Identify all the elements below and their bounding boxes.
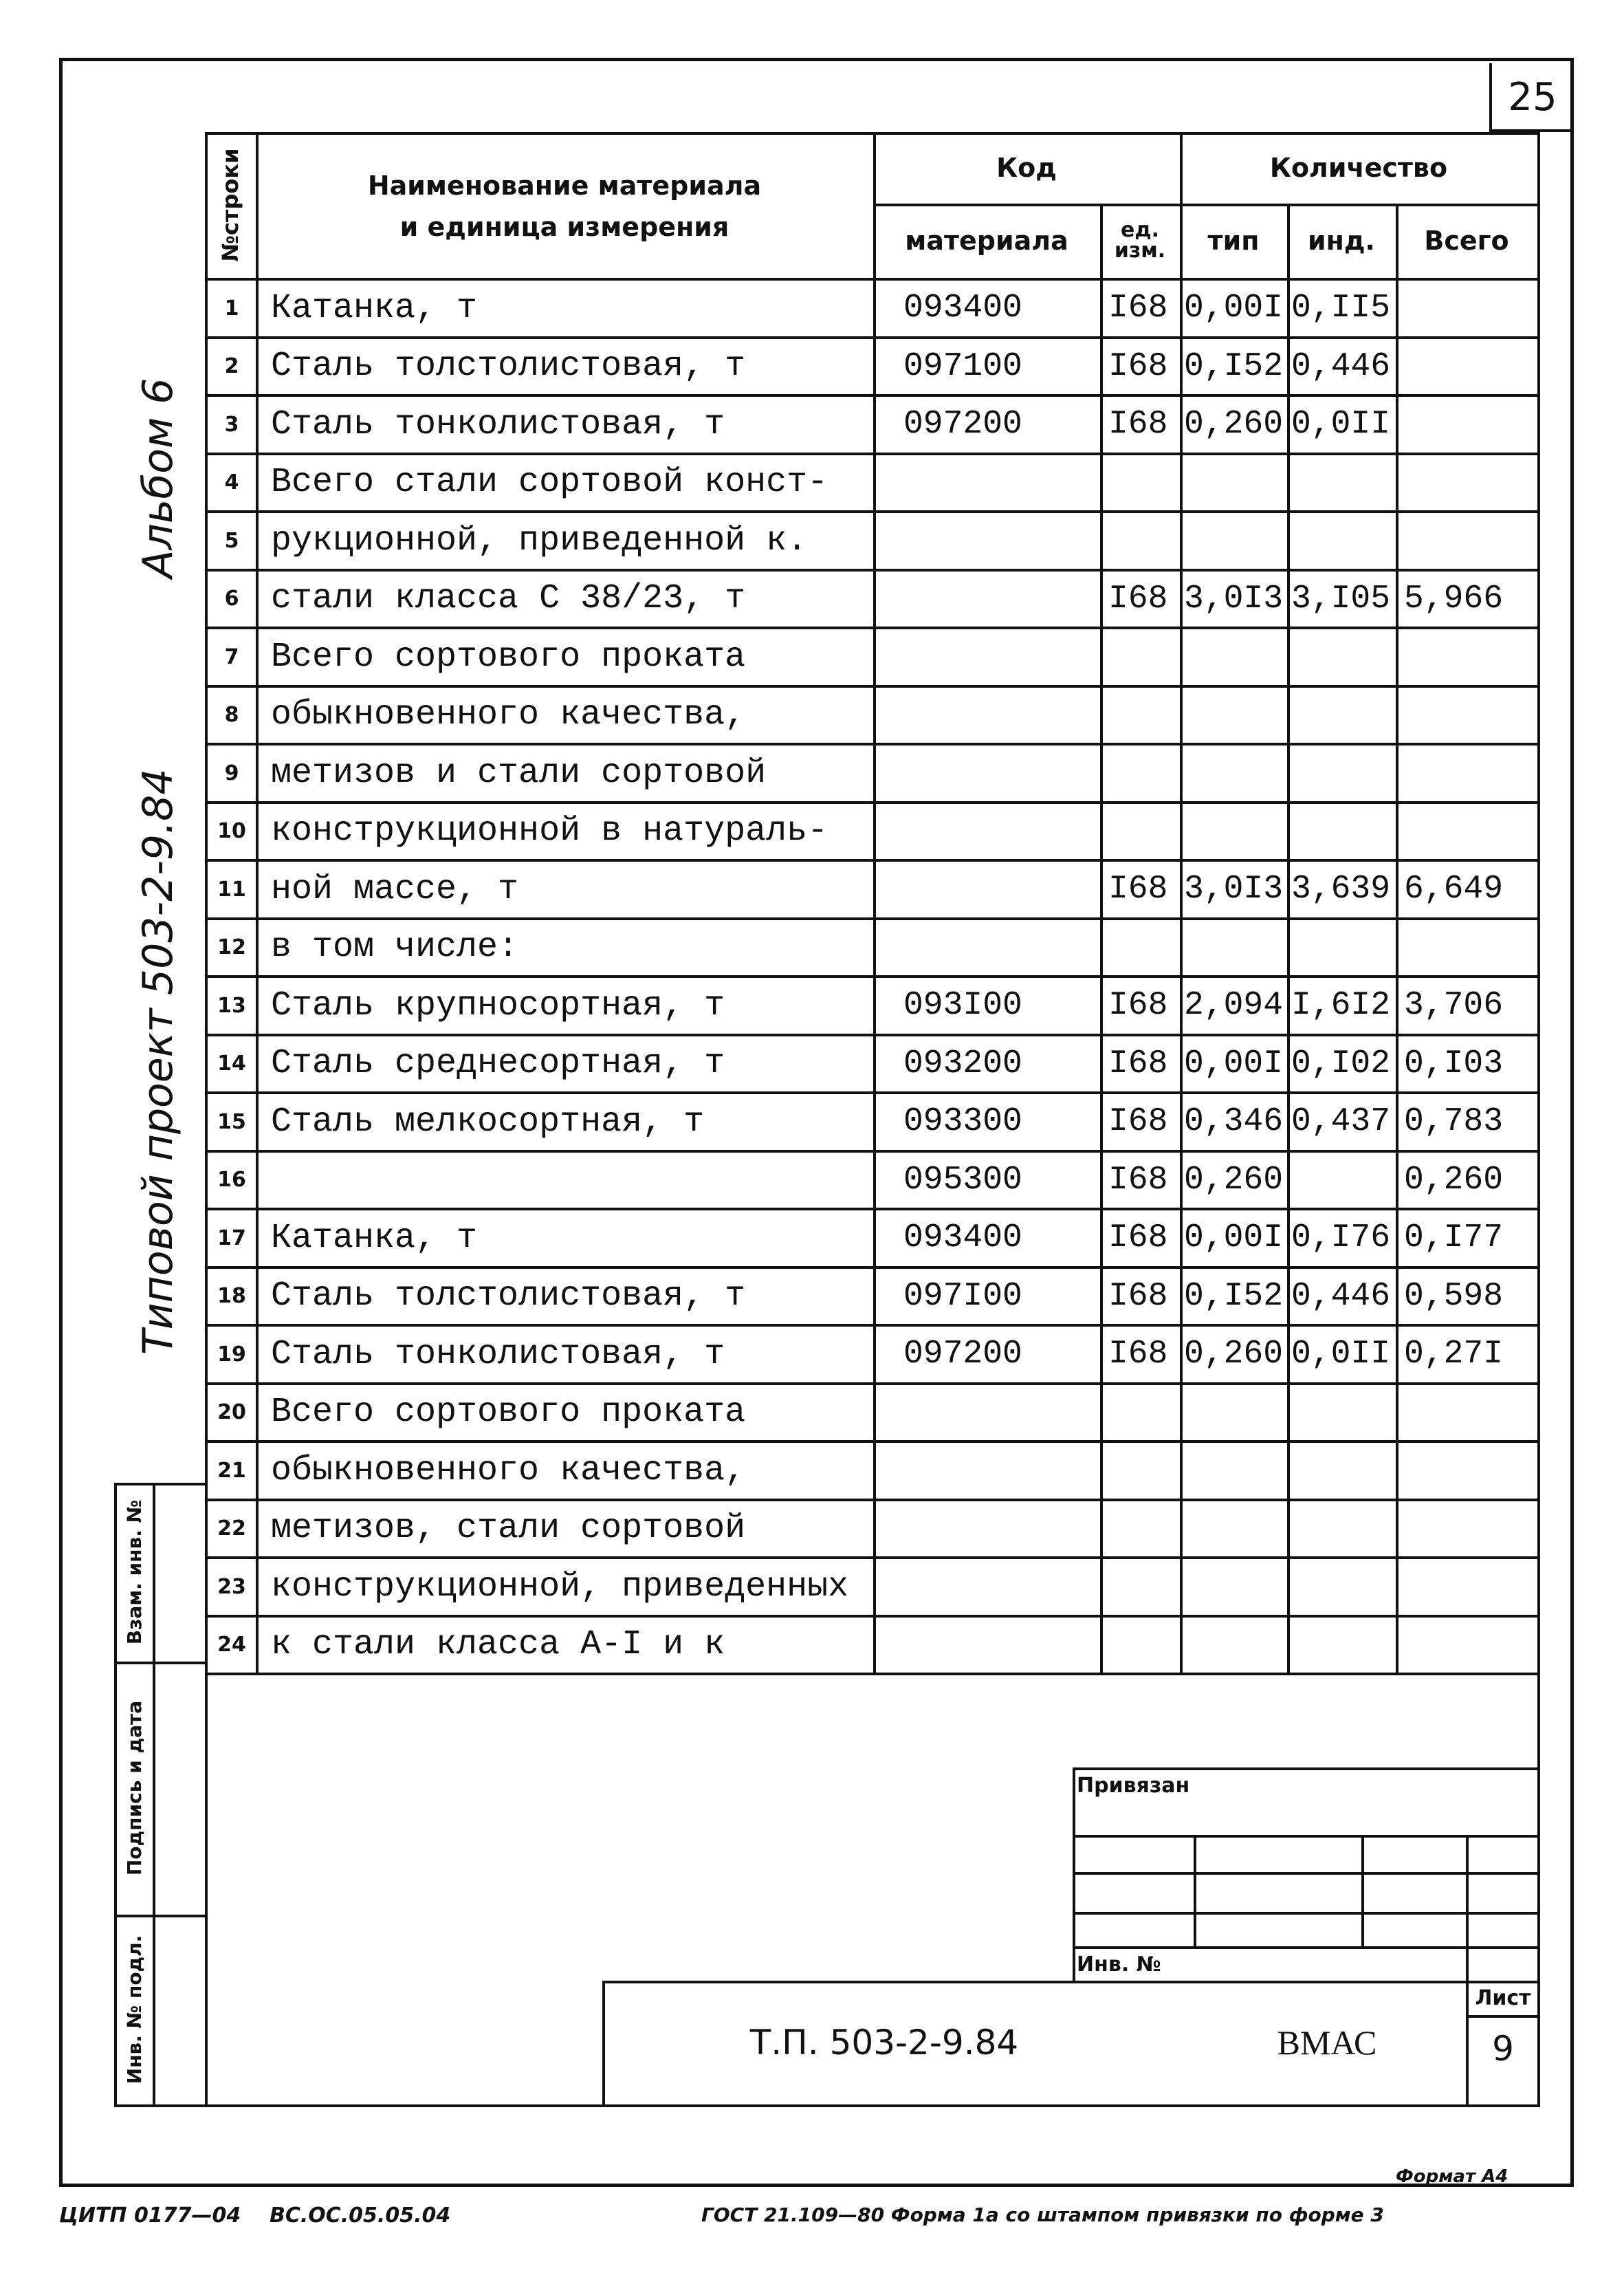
- qty-total: [1398, 920, 1537, 976]
- row-number: 1: [224, 296, 239, 320]
- material-code: [876, 804, 1100, 860]
- material-name: Катанка, т: [271, 1218, 478, 1258]
- qty-tip: 0,260: [1184, 406, 1284, 444]
- strip-bottom: [114, 2104, 1540, 2107]
- material-name: к стали класса А-I и к: [271, 1625, 725, 1665]
- qty-tip: 0,260: [1184, 1336, 1284, 1373]
- unit-code: [1103, 688, 1180, 743]
- qty-total: [1398, 339, 1537, 395]
- qty-tip: 0,00I: [1184, 290, 1284, 327]
- qty-ind: [1290, 1385, 1396, 1441]
- qty-total: 0,I03: [1404, 1045, 1504, 1082]
- unit-code: I68: [1108, 1161, 1168, 1199]
- header-row-no: №строки: [217, 148, 243, 262]
- unit-code: [1103, 1618, 1180, 1673]
- header-unit: ед. изм.: [1114, 218, 1166, 263]
- qty-total: [1398, 1385, 1537, 1441]
- unit-code: I68: [1108, 580, 1168, 618]
- qty-ind: [1290, 455, 1396, 511]
- unit-code: [1103, 1559, 1180, 1615]
- material-code: 093300: [903, 1103, 1022, 1141]
- qty-ind: [1290, 745, 1396, 801]
- qty-tip: 0,00I: [1184, 1219, 1284, 1257]
- row-number: 21: [217, 1458, 246, 1483]
- row-number: 13: [217, 993, 246, 1018]
- qty-ind: [1290, 804, 1396, 860]
- qty-tip: 0,00I: [1184, 1045, 1284, 1082]
- qty-ind: 0,0II: [1291, 406, 1391, 444]
- inv-no-label: Инв. №: [1077, 1952, 1161, 1977]
- row-number: 14: [217, 1052, 246, 1076]
- material-name: ной массе, т: [271, 869, 519, 909]
- material-name: Сталь толстолистовая, т: [271, 347, 746, 387]
- album-label: Альбом 6: [134, 378, 182, 578]
- row-number: 16: [217, 1168, 246, 1193]
- tb-col: [1466, 1835, 1469, 1946]
- unit-code: [1103, 1385, 1180, 1441]
- unit-code: [1103, 804, 1180, 860]
- material-name: рукционной, приведенной к.: [271, 521, 808, 560]
- qty-ind: I,6I2: [1291, 987, 1391, 1025]
- qty-ind: [1290, 1153, 1396, 1208]
- qty-tip: 0,260: [1184, 1161, 1284, 1199]
- qty-ind: [1290, 1559, 1396, 1615]
- material-code: [876, 1385, 1100, 1441]
- qty-tip: [1183, 455, 1287, 511]
- qty-total: [1398, 1443, 1537, 1499]
- qty-ind: [1290, 688, 1396, 743]
- material-name: в том числе:: [271, 928, 519, 968]
- material-name: Сталь толстолистовая, т: [271, 1276, 746, 1316]
- row-line: [205, 1673, 1537, 1675]
- row-number: 8: [224, 703, 239, 728]
- material-code: 093400: [903, 290, 1022, 327]
- material-code: 097200: [903, 406, 1022, 444]
- row-number: 17: [217, 1226, 246, 1250]
- drawing-code: ВМАС: [1277, 2023, 1377, 2062]
- header-quantity: Количество: [1269, 153, 1448, 183]
- qty-ind: 3,639: [1291, 871, 1391, 908]
- header-name-line2: и единица измерения: [399, 212, 729, 242]
- unit-code: [1103, 920, 1180, 976]
- qty-total: 0,I77: [1404, 1219, 1504, 1257]
- material-name: конструкционной в натураль-: [271, 812, 829, 851]
- unit-code: I68: [1108, 1336, 1168, 1373]
- unit-code: I68: [1108, 406, 1168, 444]
- unit-code: I68: [1108, 1103, 1168, 1141]
- row-number: 24: [217, 1633, 246, 1657]
- qty-total: [1398, 455, 1537, 511]
- qty-total: [1398, 1618, 1537, 1673]
- header-material: материала: [905, 226, 1068, 256]
- stamp-label: Взам. инв. №: [123, 1499, 146, 1645]
- qty-ind: 0,I02: [1291, 1045, 1391, 1082]
- qty-tip: [1183, 688, 1287, 743]
- row-number: 19: [217, 1342, 246, 1367]
- qty-tip: [1183, 920, 1287, 976]
- format-label: Формат А4: [1396, 2166, 1508, 2187]
- qty-tip: [1183, 1443, 1287, 1499]
- material-code: 093I00: [903, 987, 1022, 1025]
- unit-code: I68: [1108, 1277, 1168, 1315]
- qty-total: 6,649: [1404, 871, 1504, 908]
- unit-code: I68: [1108, 347, 1168, 385]
- qty-ind: 0,437: [1291, 1103, 1391, 1141]
- stamp-label: Инв. № подл.: [123, 1935, 146, 2084]
- material-name: конструкционной, приведенных: [271, 1567, 849, 1607]
- material-code: 097200: [903, 1336, 1022, 1373]
- qty-tip: 0,I52: [1184, 347, 1284, 385]
- qty-tip: 0,I52: [1184, 1277, 1284, 1315]
- unit-code: [1103, 1501, 1180, 1557]
- qty-tip: 2,094: [1184, 987, 1284, 1025]
- right-border: [1537, 132, 1540, 2104]
- material-code: [876, 688, 1100, 743]
- qty-total: [1398, 397, 1537, 453]
- material-code: [876, 920, 1100, 976]
- unit-code: I68: [1108, 1045, 1168, 1082]
- material-code: [876, 745, 1100, 801]
- unit-code: [1103, 1443, 1180, 1499]
- stamp-left-line: [114, 1483, 117, 2107]
- material-code: [876, 513, 1100, 569]
- row-number: 18: [217, 1284, 246, 1309]
- material-code: [876, 862, 1100, 917]
- qty-ind: 0,446: [1291, 1277, 1391, 1315]
- qty-ind: 0,II5: [1291, 290, 1391, 327]
- qty-ind: 0,0II: [1291, 1336, 1391, 1373]
- privyazan-label: Привязан: [1077, 1773, 1190, 1798]
- material-code: 093400: [903, 1219, 1022, 1257]
- qty-total: 0,27I: [1404, 1336, 1504, 1373]
- sheet-value: 9: [1492, 2029, 1514, 2069]
- footer-left: ЦИТП 0177—04 ВС.ОС.05.05.04: [59, 2203, 451, 2228]
- material-name: Сталь тонколистовая, т: [271, 404, 725, 444]
- qty-tip: 0,346: [1184, 1103, 1284, 1141]
- tb-col: [1361, 1835, 1364, 1946]
- material-name: Катанка, т: [271, 288, 478, 328]
- row-number: 4: [224, 470, 239, 495]
- left-border: [205, 132, 208, 2104]
- qty-total: [1398, 745, 1537, 801]
- material-name: обыкновенного качества,: [271, 1450, 746, 1490]
- qty-ind: 3,I05: [1291, 580, 1391, 618]
- material-code: 093200: [903, 1045, 1022, 1082]
- row-number: 3: [224, 412, 239, 437]
- unit-code: [1103, 745, 1180, 801]
- qty-total: [1398, 629, 1537, 685]
- row-number: 20: [217, 1400, 246, 1425]
- qty-ind: [1290, 920, 1396, 976]
- header-ind: инд.: [1307, 226, 1375, 256]
- qty-tip: [1183, 513, 1287, 569]
- header-code: Код: [996, 153, 1057, 183]
- qty-ind: 0,I76: [1291, 1219, 1391, 1257]
- material-name: обыкновенного качества,: [271, 695, 746, 735]
- material-name: Сталь мелкосортная, т: [271, 1102, 705, 1142]
- qty-ind: [1290, 1443, 1396, 1499]
- material-code: [876, 572, 1100, 627]
- row-number: 22: [217, 1516, 246, 1541]
- row-number: 5: [224, 528, 239, 553]
- material-name: Сталь среднесортная, т: [271, 1044, 725, 1084]
- material-code: [876, 1559, 1100, 1615]
- qty-ind: [1290, 1618, 1396, 1673]
- unit-code: [1103, 629, 1180, 685]
- qty-tip: [1183, 804, 1287, 860]
- material-name: Сталь тонколистовая, т: [271, 1334, 725, 1374]
- qty-tip: [1183, 1501, 1287, 1557]
- material-code: 097I00: [903, 1277, 1022, 1315]
- qty-ind: [1290, 629, 1396, 685]
- material-name: Всего сортового проката: [271, 637, 746, 677]
- material-name: Всего стали сортовой конст-: [271, 463, 829, 503]
- qty-ind: [1290, 1501, 1396, 1557]
- qty-ind: [1290, 513, 1396, 569]
- designation: Т.П. 503-2-9.84: [749, 2023, 1019, 2062]
- header-tip: тип: [1207, 226, 1260, 256]
- qty-total: 0,783: [1404, 1103, 1504, 1141]
- qty-total: [1398, 804, 1537, 860]
- material-code: [876, 1618, 1100, 1673]
- qty-ind: 0,446: [1291, 347, 1391, 385]
- material-name: Сталь крупносортная, т: [271, 986, 725, 1025]
- material-name: метизов, стали сортовой: [271, 1509, 746, 1549]
- qty-total: [1398, 513, 1537, 569]
- qty-tip: [1183, 1385, 1287, 1441]
- qty-total: [1398, 688, 1537, 743]
- row-number: 11: [217, 877, 246, 902]
- unit-code: I68: [1108, 1219, 1168, 1257]
- qty-total: 0,598: [1404, 1277, 1504, 1315]
- tb-col: [1194, 1835, 1196, 1946]
- row-number: 2: [224, 354, 239, 379]
- qty-tip: [1183, 745, 1287, 801]
- row-number: 12: [217, 935, 246, 960]
- page-number: 25: [1489, 63, 1573, 132]
- footer-right: ГОСТ 21.109—80 Форма 1а со штампом привязки по форме 3: [701, 2203, 1384, 2226]
- qty-total: 3,706: [1404, 987, 1504, 1025]
- material-name: Всего сортового проката: [271, 1393, 746, 1433]
- stamp-label: Подпись и дата: [123, 1700, 146, 1876]
- qty-total: 5,966: [1404, 580, 1504, 618]
- qty-tip: 3,0I3: [1184, 871, 1284, 908]
- tb-top: [1073, 1767, 1537, 1770]
- qty-tip: 3,0I3: [1184, 580, 1284, 618]
- material-code: 095300: [903, 1161, 1022, 1199]
- material-code: [876, 455, 1100, 511]
- qty-total: 0,260: [1404, 1161, 1504, 1199]
- unit-code: I68: [1108, 290, 1168, 327]
- qty-tip: [1183, 1559, 1287, 1615]
- project-label: Типовой проект 503-2-9.84: [134, 768, 182, 1355]
- material-code: [876, 629, 1100, 685]
- qty-total: [1398, 281, 1537, 336]
- material-name: стали класса С 38/23, т: [271, 579, 746, 619]
- unit-code: [1103, 455, 1180, 511]
- row-number: 9: [224, 761, 239, 785]
- sheet-label: Лист: [1475, 1985, 1531, 2010]
- material-code: [876, 1501, 1100, 1557]
- unit-code: I68: [1108, 987, 1168, 1025]
- row-number: 6: [224, 587, 239, 611]
- qty-tip: [1183, 629, 1287, 685]
- unit-code: I68: [1108, 871, 1168, 908]
- material-code: 097100: [903, 347, 1022, 385]
- material-name: [259, 1153, 873, 1208]
- row-number: 23: [217, 1574, 246, 1599]
- row-number: 15: [217, 1109, 246, 1134]
- qty-total: [1398, 1501, 1537, 1557]
- row-number: 10: [217, 819, 246, 844]
- stamp-mid-line: [153, 1483, 155, 2107]
- row-number: 7: [224, 644, 239, 669]
- header-name-line1: Наименование материала: [367, 171, 762, 201]
- unit-code: [1103, 513, 1180, 569]
- qty-tip: [1183, 1618, 1287, 1673]
- header-total: Всего: [1424, 226, 1509, 256]
- material-name: метизов и стали сортовой: [271, 753, 767, 793]
- qty-total: [1398, 1559, 1537, 1615]
- material-code: [876, 1443, 1100, 1499]
